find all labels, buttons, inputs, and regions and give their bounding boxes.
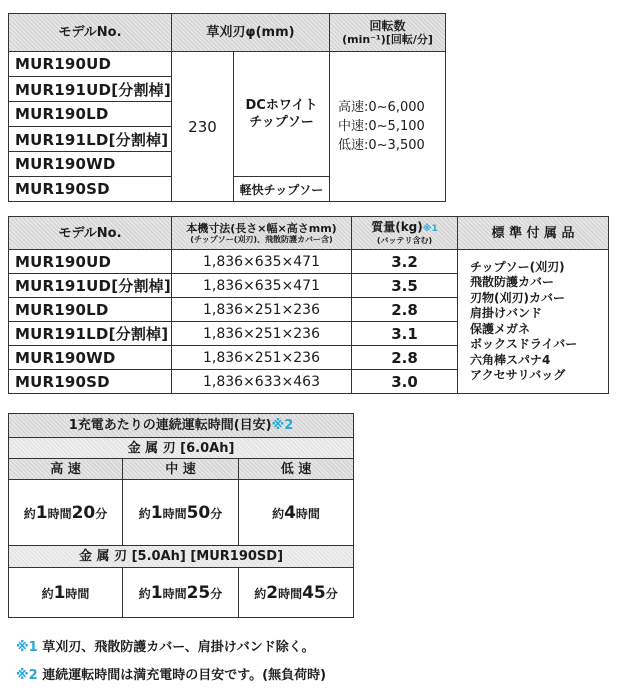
model-header: モデルNo. [9, 217, 172, 250]
model-cell: MUR190UD [9, 250, 172, 274]
weight-header [352, 217, 458, 250]
model-cell: MUR190UD [9, 52, 172, 77]
dims-cell: 1,836×251×236 [172, 298, 352, 322]
blade-size-cell: 230 [172, 52, 234, 202]
footnote-2 [16, 664, 326, 683]
speed-header-title: 回転数 [369, 18, 406, 33]
runtime-cell: 約1時間25分 [123, 568, 239, 618]
runtime-cell: 約2時間45分 [239, 568, 354, 618]
model-cell: MUR190SD [9, 177, 172, 202]
runtime-table [8, 413, 354, 618]
runtime-title [9, 414, 354, 438]
weight-cell: 3.5 [352, 274, 458, 298]
model-header: モデルNo. [9, 14, 172, 52]
model-cell: MUR191UD[分割棹] [9, 274, 172, 298]
weight-header-sub: (バッテリ含む) [376, 235, 433, 245]
dims-header-title: 本機寸法(長さ×幅×高さmm) [186, 221, 337, 235]
dims-cell: 1,836×635×471 [172, 250, 352, 274]
footnote-2-text: 連続運転時間は満充電時の目安です。(無負荷時) [42, 668, 327, 683]
runtime-cell: 約1時間 [9, 568, 123, 618]
blade-type-cell: DCホワイト チップソー [234, 52, 330, 177]
runtime-cell: 約1時間20分 [9, 480, 123, 546]
footnote-2-mark: ※2 [16, 668, 38, 683]
weight-cell: 2.8 [352, 346, 458, 370]
runtime-cell: 約4時間 [239, 480, 354, 546]
weight-header-title: 質量(kg) [371, 219, 423, 234]
footnote-1-mark: ※1 [16, 640, 38, 655]
spec-table-blade [8, 13, 446, 202]
weight-cell: 3.2 [352, 250, 458, 274]
section-header-5ah: 金 属 刃 [5.0Ah] [MUR190SD] [9, 546, 354, 568]
dims-header [172, 217, 352, 250]
dims-cell: 1,836×251×236 [172, 346, 352, 370]
col-mid: 中 速 [123, 459, 239, 480]
blade-header: 草刈刃φ(mm) [172, 14, 330, 52]
dims-cell: 1,836×635×471 [172, 274, 352, 298]
weight-cell: 3.0 [352, 370, 458, 394]
blade-type-sd-cell: 軽快チップソー [234, 177, 330, 202]
model-cell: MUR190SD [9, 370, 172, 394]
model-cell: MUR190LD [9, 298, 172, 322]
dims-header-sub: (チップソー(刈刃)、飛散防護カバー含) [190, 234, 333, 244]
model-cell: MUR190WD [9, 346, 172, 370]
section-header-6ah: 金 属 刃 [6.0Ah] [9, 438, 354, 459]
runtime-cell: 約1時間50分 [123, 480, 239, 546]
weight-note-mark: ※1 [422, 223, 438, 234]
dims-cell: 1,836×251×236 [172, 322, 352, 346]
model-cell: MUR191LD[分割棹] [9, 322, 172, 346]
runtime-note-mark: ※2 [271, 418, 294, 433]
model-cell: MUR190WD [9, 152, 172, 177]
runtime-title-text: 1充電あたりの連続運転時間(目安) [68, 418, 272, 433]
dims-cell: 1,836×633×463 [172, 370, 352, 394]
col-high: 高 速 [9, 459, 123, 480]
model-cell: MUR190LD [9, 102, 172, 127]
model-cell: MUR191LD[分割棹] [9, 127, 172, 152]
speed-header [330, 14, 446, 52]
accessories-cell: チップソー(刈刃) 飛散防護カバー 刃物(刈刃)カバー 肩掛けバンド 保護メガネ ボックスドライバー 六角棒スパナ4 アクセサリバッグ [458, 250, 609, 394]
footnote-1-text: 草刈刃、飛散防護カバー、肩掛けバンド除く。 [42, 640, 315, 655]
accessories-header: 標 準 付 属 品 [458, 217, 609, 250]
model-cell: MUR191UD[分割棹] [9, 77, 172, 102]
weight-cell: 2.8 [352, 298, 458, 322]
speed-header-unit: (min⁻¹)[回転/分] [342, 32, 433, 46]
weight-cell: 3.1 [352, 322, 458, 346]
spec-table-dimensions [8, 216, 609, 394]
speed-values-cell: 高速:0~6,000 中速:0~5,100 低速:0~3,500 [330, 52, 446, 202]
footnote-1 [16, 636, 314, 655]
col-low: 低 速 [239, 459, 354, 480]
